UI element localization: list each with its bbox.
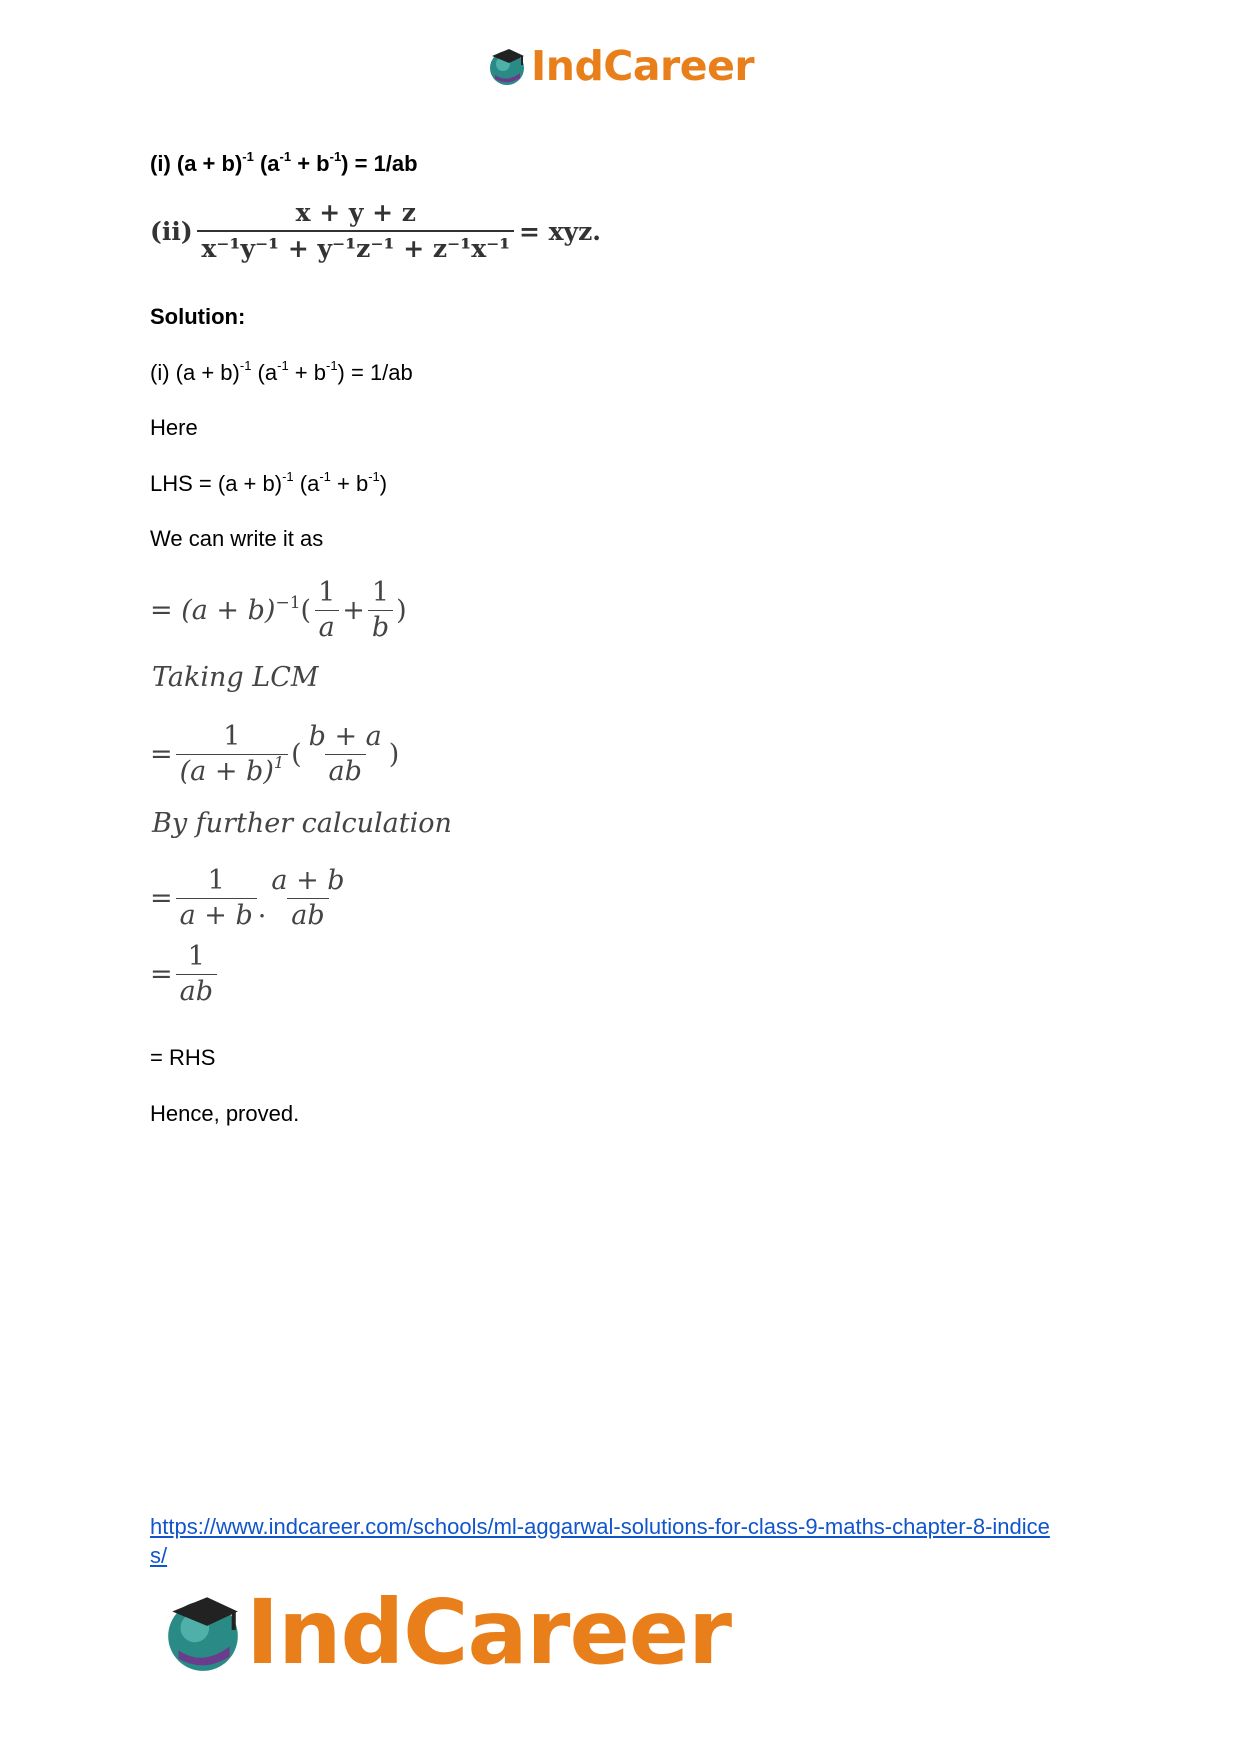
solution-heading: Solution: (150, 304, 246, 329)
step-1-equation: = (a + b) $^{-1}$ ( $\frac{1}{a}$ + $\frac{1}{b}$ ) (150, 577, 407, 643)
fraction-1-over-aplusb: $\frac{1}{(a + b)^1}$ (176, 722, 288, 787)
lhs-line: LHS = $(a + b)^{-1}$ $(a^{-1} + b^{-1})$ (150, 468, 388, 496)
question-part-1: (i) $(a + b)^{-1}$ $(a^{-1} + b^{-1}) = 1/ab$ (150, 148, 418, 176)
here-text: Here (150, 415, 198, 440)
part-2-label: (ii) (150, 216, 193, 246)
source-link[interactable]: https://www.indcareer.com/schools/ml-aggarwal-solutions-for-class-9-maths-chapter-8-indice s/ (150, 1514, 1050, 1568)
proved-text: Hence, proved. (150, 1101, 300, 1126)
logo-wordmark: IndCareer (246, 1580, 732, 1684)
rhs-text: = RHS (150, 1045, 216, 1070)
fraction-1-over-aplusb-2: $\frac{1}{a + b}$ (176, 866, 257, 931)
globe-graduation-icon (160, 1589, 246, 1675)
step-4-equation: = $\frac{1}{ab}$ (150, 942, 220, 1007)
further-calculation-text: By further calculation (152, 808, 452, 839)
header-logo (486, 42, 754, 90)
part-2-rhs: = xyz. (519, 216, 601, 246)
taking-lcm-text: Taking LCM (152, 662, 319, 693)
part-2-denominator: x⁻¹y⁻¹ + y⁻¹z⁻¹ + z⁻¹x⁻¹ (197, 230, 514, 264)
footer-logo (160, 1580, 731, 1684)
logo-wordmark: IndCareer (531, 42, 755, 90)
question-part-2 (150, 198, 601, 264)
globe-graduation-icon (486, 45, 528, 87)
fraction-aplusb-over-ab: $\frac{a + b}{ab}$ (271, 865, 345, 931)
solution-restate: (i) $(a + b)^{-1}$ $(a^{-1} + b^{-1}) = 1/ab$ (150, 357, 413, 385)
part-2-numerator: x + y + z (295, 198, 416, 227)
fraction-1-over-ab: $\frac{1}{ab}$ (176, 942, 217, 1007)
write-as-text: We can write it as (150, 526, 324, 551)
fraction-1-over-a: $\frac{1}{a}$ (314, 578, 339, 643)
step-3-equation: = $\frac{1}{a + b}$ . $\frac{a + b}{ab}$ (150, 866, 352, 931)
fraction-bplusa-over-ab: $\frac{b + a}{ab}$ (308, 721, 382, 787)
fraction-1-over-b: $\frac{1}{b}$ (368, 578, 393, 643)
part-2-fraction (196, 198, 516, 264)
step-2-equation: = $\frac{1}{(a + b)^1}$ ( $\frac{b + a}{ab}$ ) (150, 721, 400, 787)
